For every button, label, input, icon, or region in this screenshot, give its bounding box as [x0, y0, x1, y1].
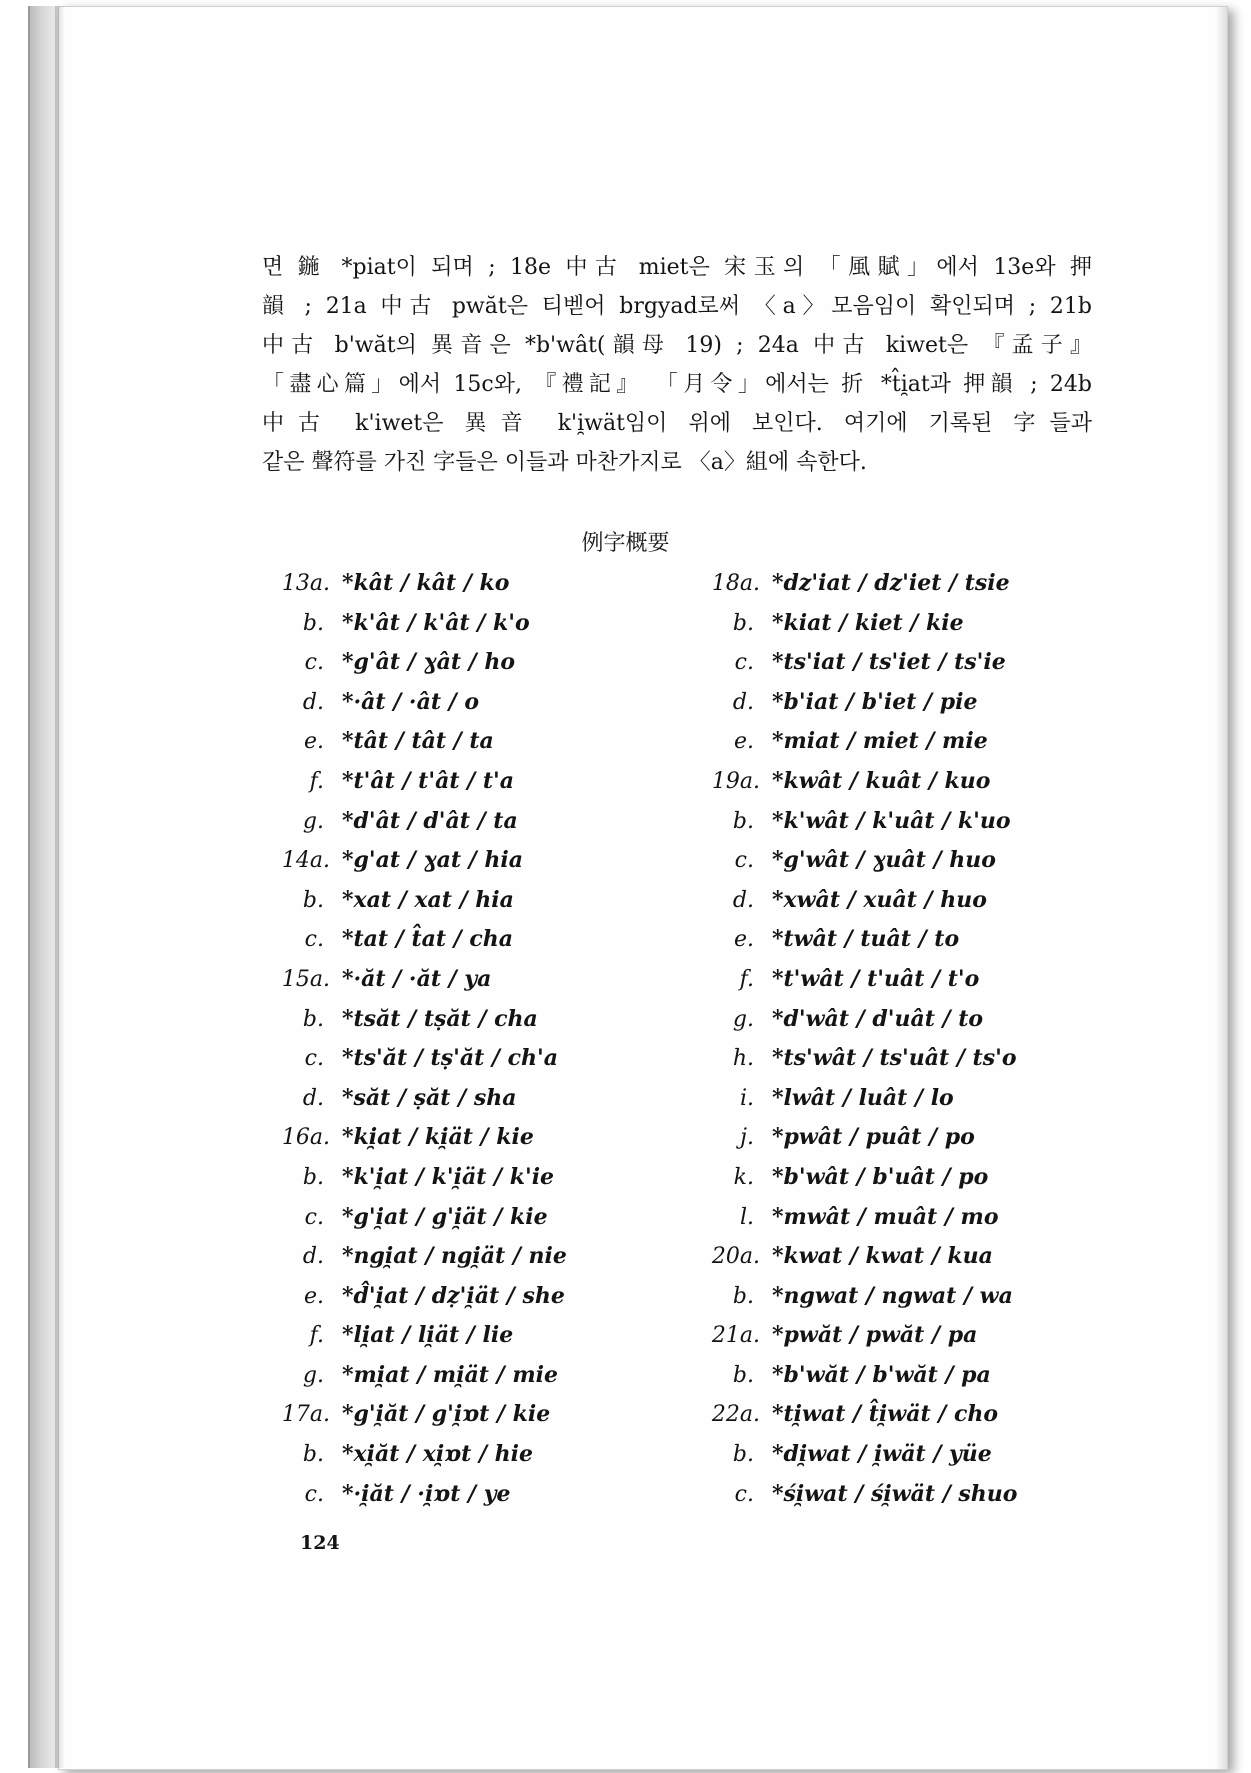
example-reading: *·i̯ăt / ·i̯ɒt / ye [342, 1480, 511, 1507]
example-label: b. [732, 808, 754, 834]
example-row [692, 802, 1017, 842]
example-row [262, 1316, 567, 1356]
example-label: d. [732, 689, 754, 715]
example-reading: *·ât / ·ât / o [342, 688, 480, 715]
paragraph-line: 中古 k'iwet은 異音 k'i̯wät임이 위에 보인다. 여기에 기록된 字들과 [262, 411, 1092, 436]
example-row [692, 1118, 1017, 1158]
example-reading: *tât / tât / ta [342, 728, 494, 755]
example-reading: *t'wât / t'uât / t'o [772, 965, 980, 992]
example-row [692, 683, 1017, 723]
example-reading: *ti̯wat / t̂i̯wät / cho [772, 1401, 999, 1428]
example-label: g. [302, 808, 324, 834]
example-reading: *d'ât / d'ât / ta [342, 807, 518, 834]
example-reading: *śi̯wat / śi̯wät / shuo [772, 1480, 1018, 1507]
example-row [692, 643, 1017, 683]
example-row [692, 762, 1017, 802]
example-row [692, 1079, 1017, 1119]
example-label: f. [309, 768, 324, 794]
spine-shadow [55, 6, 65, 1768]
example-row [692, 1316, 1017, 1356]
paragraph-line: 中古 b'wăt의 異音은 *b'wât(韻母 19) ; 24a 中古 kiwet은 『孟子』 [262, 333, 1092, 358]
example-reading: *b'iat / b'iet / pie [772, 688, 978, 715]
example-label: b. [732, 1362, 754, 1388]
example-label: b. [732, 1442, 754, 1468]
example-reading: *mi̯at / mi̯ät / mie [342, 1361, 558, 1388]
example-row [692, 722, 1017, 762]
example-row [692, 1237, 1017, 1277]
example-reading: *xat / xat / hia [342, 886, 514, 913]
example-reading: *ki̯at / ki̯ät / kie [342, 1124, 534, 1151]
example-label: c. [304, 1046, 324, 1072]
example-reading: *k'i̯at / k'i̯ät / k'ie [342, 1163, 555, 1190]
example-row [262, 960, 567, 1000]
example-reading: *kât / kât / ko [342, 570, 510, 596]
example-reading: *xi̯ăt / xi̯ɒt / hie [342, 1441, 534, 1468]
example-label: g. [732, 1006, 754, 1032]
body-paragraph [262, 248, 1092, 482]
section-heading: 例字概要 [581, 531, 670, 556]
example-row [692, 881, 1017, 921]
example-row [262, 643, 567, 683]
example-reading: *k'ât / k'ât / k'o [342, 609, 530, 636]
example-reading: *g'i̯ăt / g'i̯ɒt / kie [342, 1401, 551, 1428]
example-label: c. [304, 1481, 324, 1507]
example-row [262, 1277, 567, 1317]
example-reading: *ngwat / ngwat / wa [772, 1282, 1013, 1309]
paragraph-line: 韻 ; 21a 中古 pwăt은 티벧어 brgyad로써 〈a〉모음임이 확인되며 ; 21b [262, 294, 1092, 319]
paragraph-line: 「盡心篇」에서 15c와, 『禮記』 「月令」에서는 折 *t̂i̯at과 押韻 ; 24b [262, 372, 1092, 397]
example-label: h. [732, 1046, 754, 1072]
example-reading: *d'wât / d'uât / to [772, 1005, 984, 1032]
example-label: l. [739, 1204, 754, 1230]
example-row [692, 1395, 1017, 1435]
example-label: e. [733, 927, 754, 953]
example-reading: *g'at / ɣat / hia [342, 847, 523, 874]
example-label: g. [302, 1362, 324, 1388]
example-row [692, 1277, 1017, 1317]
example-row [262, 920, 567, 960]
example-label: 20a. [711, 1244, 760, 1270]
example-reading: *di̯wat / i̯wät / yüe [772, 1441, 992, 1468]
example-label: d. [302, 1244, 324, 1270]
example-reading: *lwât / luât / lo [772, 1084, 954, 1111]
example-label: b. [732, 1283, 754, 1309]
example-row [262, 1237, 567, 1277]
example-reading: *săt / ṣăt / sha [342, 1084, 517, 1111]
example-row [262, 1079, 567, 1119]
example-row [692, 960, 1017, 1000]
example-label: c. [304, 927, 324, 953]
example-reading: *dz'iat / dz'iet / tsie [772, 570, 1010, 596]
example-reading: *·ăt / ·ăt / ya [342, 965, 492, 992]
example-row [262, 1356, 567, 1396]
example-row [692, 1198, 1017, 1238]
example-row [262, 881, 567, 921]
example-reading: *li̯at / li̯ät / lie [342, 1322, 514, 1349]
example-label: d. [302, 689, 324, 715]
right-example-column [692, 564, 1017, 1514]
example-reading: *g'wât / ɣuât / huo [772, 847, 996, 874]
paragraph-line: 면 鍦 *piat이 되며 ; 18e 中古 miet은 宋玉의 「風賦」에서 13e와 押 [262, 255, 1092, 280]
example-label: c. [304, 1204, 324, 1230]
example-row [262, 1039, 567, 1079]
example-reading: *ts'iat / ts'iet / ts'ie [772, 649, 1006, 676]
example-row [692, 1039, 1017, 1079]
example-reading: *g'ât / ɣât / ho [342, 649, 516, 676]
example-label: b. [302, 1442, 324, 1468]
example-label: c. [734, 650, 754, 676]
example-reading: *g'i̯at / g'i̯ät / kie [342, 1203, 548, 1230]
example-reading: *pwât / puât / po [772, 1124, 975, 1151]
example-reading: *miat / miet / mie [772, 728, 988, 755]
example-label: e. [733, 729, 754, 755]
example-label: b. [302, 1164, 324, 1190]
example-label: f. [739, 966, 754, 992]
example-row [262, 604, 567, 644]
example-row [692, 1356, 1017, 1396]
example-row [262, 683, 567, 723]
example-row [262, 1118, 567, 1158]
example-row [262, 1000, 567, 1040]
example-reading: *kwat / kwat / kua [772, 1243, 993, 1270]
example-row [262, 841, 567, 881]
example-row [262, 1475, 567, 1515]
example-label: 16a. [281, 1125, 330, 1151]
example-row [692, 564, 1017, 604]
example-label: 22a. [711, 1402, 760, 1428]
example-label: 14a. [281, 848, 330, 874]
example-row [262, 1435, 567, 1475]
example-label: 17a. [281, 1402, 330, 1428]
example-row [262, 802, 567, 842]
example-reading: *b'wât / b'uât / po [772, 1163, 989, 1190]
example-label: b. [302, 610, 324, 636]
example-label: k. [733, 1164, 754, 1190]
paragraph-line: 같은 聲符를 가진 字들은 이들과 마찬가지로 〈a〉組에 속한다. [262, 450, 867, 475]
example-reading: *t'ât / t'ât / t'a [342, 767, 514, 794]
example-row [262, 722, 567, 762]
example-reading: *pwăt / pwăt / pa [772, 1322, 978, 1349]
example-label: j. [740, 1125, 754, 1151]
example-label: c. [734, 1481, 754, 1507]
example-label: 19a. [711, 768, 760, 794]
example-row [692, 604, 1017, 644]
example-reading: *b'wăt / b'wăt / pa [772, 1361, 991, 1388]
example-label: 18a. [711, 571, 760, 596]
example-label: 13a. [281, 571, 330, 596]
example-row [692, 920, 1017, 960]
example-row [262, 1158, 567, 1198]
example-row [692, 1000, 1017, 1040]
page-number: 124 [300, 1532, 340, 1554]
example-row [692, 1435, 1017, 1475]
example-reading: *ngi̯at / ngi̯ät / nie [342, 1243, 567, 1270]
example-reading: *kwât / kuât / kuo [772, 767, 991, 794]
example-label: i. [739, 1085, 754, 1111]
example-reading: *tat / t̂at / cha [342, 926, 514, 953]
example-reading: *ts'ăt / tṣ'ăt / ch'a [342, 1045, 558, 1072]
example-reading: *ts'wât / ts'uât / ts'o [772, 1045, 1017, 1072]
example-reading: *mwât / muât / mo [772, 1203, 999, 1230]
example-label: f. [309, 1323, 324, 1349]
example-row [262, 1198, 567, 1238]
example-reading: *xwât / xuât / huo [772, 886, 987, 913]
example-label: 21a. [711, 1323, 760, 1349]
example-reading: *tsăt / tṣăt / cha [342, 1005, 538, 1032]
example-label: e. [303, 1283, 324, 1309]
example-row [692, 1475, 1017, 1515]
page-edge-shadow [1215, 7, 1227, 1769]
example-reading: *kiat / kiet / kie [772, 609, 964, 636]
left-example-column [262, 564, 567, 1514]
example-label: e. [303, 729, 324, 755]
example-label: 15a. [281, 966, 330, 992]
example-label: d. [732, 887, 754, 913]
example-label: b. [732, 610, 754, 636]
example-reading: *k'wât / k'uât / k'uo [772, 807, 1011, 834]
example-label: d. [302, 1085, 324, 1111]
example-row [262, 564, 567, 604]
example-reading: *twât / tuât / to [772, 926, 960, 953]
example-label: c. [304, 650, 324, 676]
example-row [692, 841, 1017, 881]
example-label: c. [734, 848, 754, 874]
example-row [262, 1395, 567, 1435]
example-reading: *d̂'i̯at / dẓ'i̯ät / she [342, 1282, 565, 1309]
example-label: b. [302, 887, 324, 913]
example-row [262, 762, 567, 802]
example-row [692, 1158, 1017, 1198]
example-label: b. [302, 1006, 324, 1032]
